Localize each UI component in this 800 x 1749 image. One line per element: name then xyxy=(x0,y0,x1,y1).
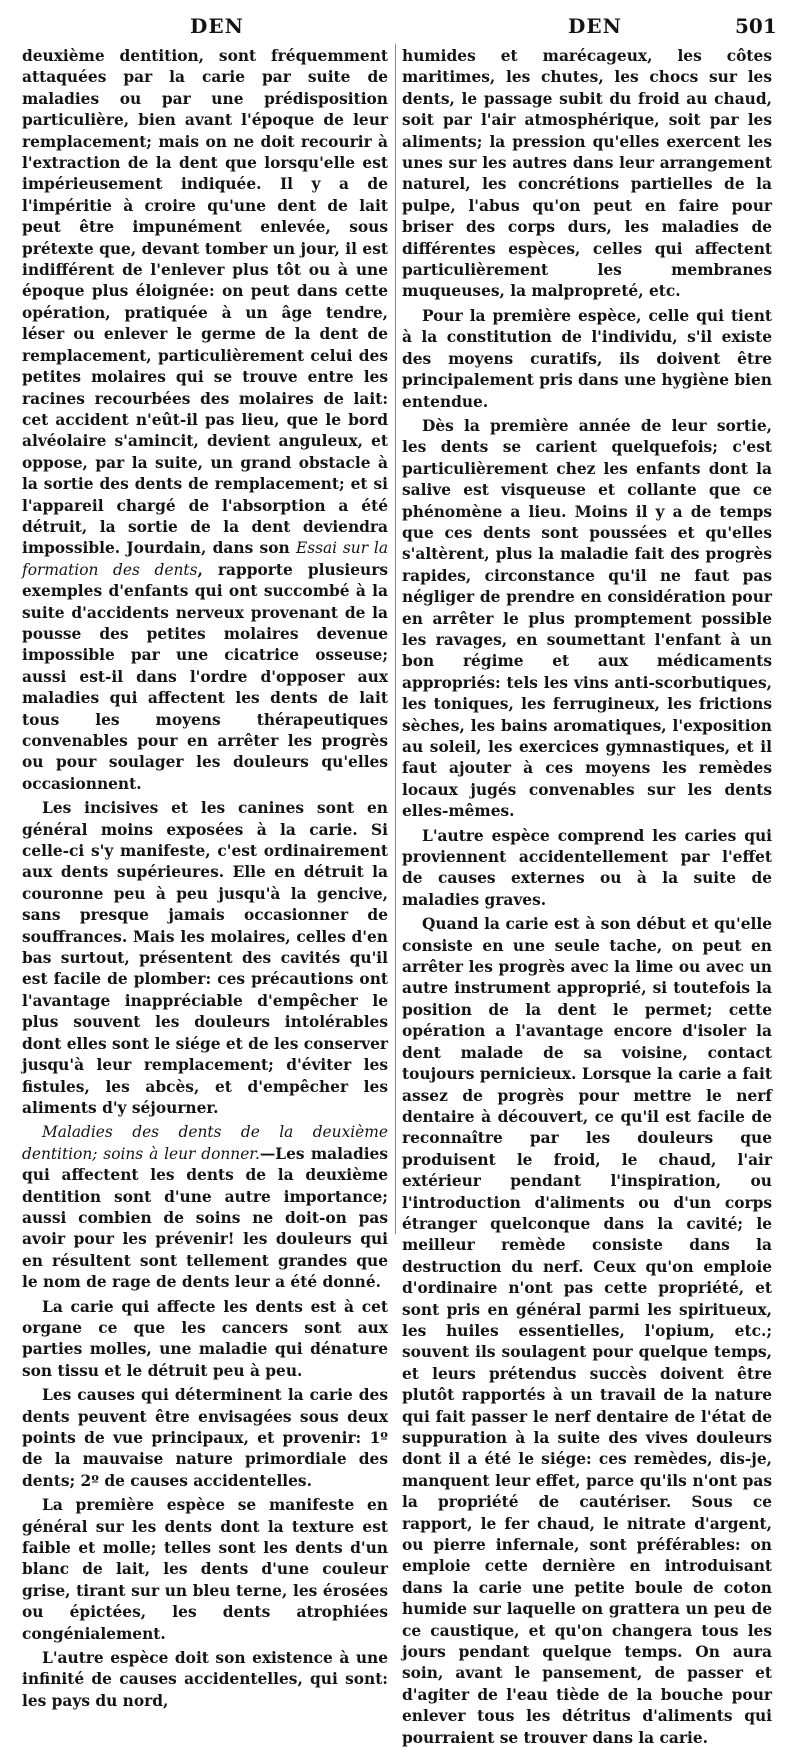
italic-title: Essai sur la formation des dents xyxy=(22,539,388,579)
column-divider xyxy=(395,44,396,1234)
right-column xyxy=(402,46,772,1749)
left-column xyxy=(22,46,388,1712)
paragraph-text: deuxième dentition, sont fréquemment attaquées par la carie par suite de maladies ou par une prédisposition particulière, bien avant l'époque de leur remplacement; mais on ne doit recourir à l'extraction de la dent que lorsqu'elle est impérieusement indiquée. Il y a de l'impéritie à croire qu'une dent de lait peut être impunément enlevée, sous prétexte que, devant tomber un jour, il est indifférent de l'enlever plus tôt ou à une époque plus éloignée: on peut dans cette opération, pratiquée à un âge tendre, léser ou enlever le germe de la dent de remplacement, particulièrement celui des petites molaires qui se trouve entre les racines recourbées des molaires de lait: cet accident n'eût-il pas lieu, que le bord alvéolaire s'amincit, devient anguleux, et oppose, par la suite, un grand obstacle à la sortie des dents de remplacement; et si l'appareil chargé de l'absorption a été détruit, la sortie de la dent deviendra impossible. Jourdain, dans son xyxy=(22,47,388,558)
paragraph: L'autre espèce doit son existence à une infinité de causes accidentelles, qui sont: les pays du nord, xyxy=(22,1649,388,1710)
page-number: 501 xyxy=(735,14,777,38)
paragraph-text: —Les maladies qui affectent les dents de la deuxième dentition sont d'une autre importance; aussi combien de soins ne doit-on pas avoir pour les prévenir! les douleurs qui en résultent sont tellement grandes que le nom de rage de dents leur a été donné. xyxy=(22,1144,389,1292)
header-left-title: DEN xyxy=(190,14,244,38)
running-header xyxy=(0,6,800,42)
paragraph: Les incisives et les canines sont en général moins exposées à la carie. Si celle-ci s'y manifeste, c'est ordinairement aux dents supérieures. Elle en détruit la couronne peu à peu jusqu'à la gencive, sans presque jamais occasionner de souffrances. Mais les molaires, celles d'en bas surtout, présentent des cavités qu'il est facile de plomber: ces précautions ont l'avantage inappréciable d'empêcher le plus souvent les douleurs intolérables dont elles sont le siége et de les conserver jusqu'à leur remplacement; d'éviter les fistules, les abcès, et d'empêcher les aliments d'y séjourner. xyxy=(22,799,388,1117)
paragraph: humides et marécageux, les côtes maritimes, les chutes, les chocs sur les dents, le passage subit du froid au chaud, soit par l'air atmosphérique, soit par les aliments; la pression qu'elles exercent les unes sur les autres dans leur arrangement naturel, les concrétions partielles de la pulpe, l'abus qu'on peut en faire pour briser des corps durs, les maladies de différentes espèces, celles qui affectent particulièrement les membranes muqueuses, la malpropreté, etc. xyxy=(402,47,772,301)
paragraph: La carie qui affecte les dents est à cet organe ce que les cancers sont aux parties molles, une maladie qui dénature son tissu et le détruit peu à peu. xyxy=(22,1297,388,1380)
paragraph xyxy=(22,46,388,795)
paragraph: L'autre espèce comprend les caries qui proviennent accidentellement par l'effet de causes externes ou à la suite de maladies graves. xyxy=(402,826,772,909)
paragraph xyxy=(22,1122,388,1293)
paragraph: La première espèce se manifeste en général sur les dents dont la texture est faible et molle; telles sont les dents d'un blanc de lait, les dents d'une couleur grise, tirant sur un bleu terne, les érosées ou épictées, les dents atrophiées congénialement. xyxy=(22,1496,388,1643)
paragraph: Les causes qui déterminent la carie des dents peuvent être envisagées sous deux points de vue principaux, et provenir: 1º de la mauvaise nature primordiale des dents; 2º de causes accidentelles. xyxy=(22,1386,388,1490)
paragraph: Quand la carie est à son début et qu'elle consiste en une seule tache, on peut en arrêter les progrès avec la lime ou avec un autre instrument approprié, si toutefois la position de la dent le permet; cette opération a l'avantage encore d'isoler la dent malade de sa voisine, contact toujours pernicieux. Lorsque la carie a fait assez de progrès pour mettre le nerf dentaire à découvert, ce qu'il est facile de reconnaître par les douleurs que produisent le froid, le chaud, l'air extérieur pendant l'inspiration, ou l'introduction d'aliments ou d'un corps étranger quelconque dans la cavité; le meilleur remède consiste dans la destruction du nerf. Ceux qu'on emploie d'ordinaire n'ont pas cette propriété, et sont pris en général parmi les spiritueux, les huiles essentielles, l'opium, etc.; souvent ils soulagent pour quelque temps, et leurs prétendus succès doivent être plutôt rapportés à un travail de la nature qui fait passer le nerf dentaire de l'état de suppuration à la suite des vives douleurs dont il a été le siége: ces remèdes, dis-je, manquent leur effet, parce qu'ils n'ont pas la propriété de cautériser. Sous ce rapport, le fer chaud, le nitrate d'argent, ou pierre infernale, sont préférables: on emploie cette dernière en introduisant dans la carie une petite boule de coton humide sur laquelle on grattera un peu de ce caustique, et qu'on changera tous les jours pendant quelque temps. On aura soin, avant le pansement, de passer et d'agiter de l'eau tiède de la bouche pour enlever tous les détritus d'aliments qui pourraient se trouver dans la carie. xyxy=(402,915,772,1747)
paragraph: Pour la première espèce, celle qui tient à la constitution de l'individu, s'il existe des moyens curatifs, ils doivent être principalement pris dans une hygiène bien entendue. xyxy=(402,306,772,411)
paragraph-text: , rapporte plusieurs exemples d'enfants qui ont succombé à la suite d'accidents nerveux provenant de la pousse des petites molaires devenue impossible par une cicatrice osseuse; aussi est-il dans l'ordre d'opposer aux maladies qui affectent les dents de lait tous les moyens thérapeutiques convenables pour en arrêter les progrès ou pour soulager les douleurs qu'elles occasionnent. xyxy=(22,560,388,793)
section-heading: Maladies des dents de la deuxième dentition; soins à leur donner. xyxy=(22,1123,388,1163)
header-right-title: DEN xyxy=(568,14,622,38)
paragraph: Dès la première année de leur sortie, les dents se carient quelquefois; c'est particulièrement chez les enfants dont la salive est visqueuse et collante que ce phénomène a lieu. Moins il y a de temps que ces dents sont poussées et qu'elles s'altèrent, plus la maladie fait des progrès rapides, circonstance qu'il ne faut pas négliger de prendre en considération pour en arrêter le plus promptement possible les ravages, en soumettant l'enfant à un bon régime et aux médicaments appropriés: tels les vins anti-scorbutiques, les toniques, les ferrugineux, les frictions sèches, les bains aromatiques, l'exposition au soleil, les exercices gymnastiques, et il faut ajouter à ces moyens les remèdes locaux jugés convenables sur les dents elles-mêmes. xyxy=(402,416,772,821)
